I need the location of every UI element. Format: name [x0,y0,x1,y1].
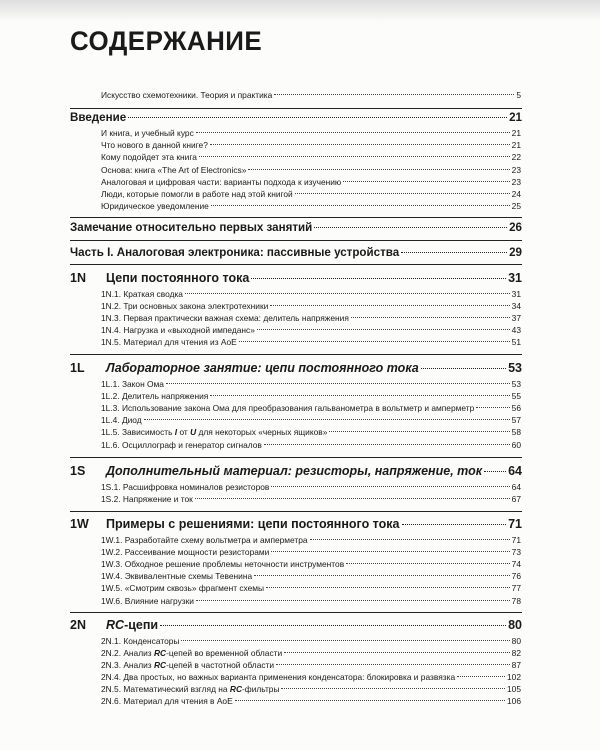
leader-dots [310,539,510,540]
toc-entry[interactable] [101,128,521,139]
leader-dots [295,193,510,194]
leader-dots [271,551,509,552]
leader-dots [251,278,506,279]
entry-page: 21 [511,140,521,150]
entry-page: 31 [511,289,521,299]
divider [70,264,522,265]
toc-entry[interactable] [101,571,521,582]
entry-page: 25 [511,201,521,211]
leader-dots [235,700,505,701]
toc-entry[interactable] [101,313,521,324]
entry-label: 1N.2. Три основных закона электротехники [101,301,269,311]
entry-page: 5 [516,90,521,100]
chapter-heading-2n[interactable] [70,618,522,634]
toc-entry[interactable] [101,547,521,558]
leader-dots [210,144,510,145]
leader-dots [257,329,510,330]
leader-dots [270,305,509,306]
entry-label: 1W.5. «Смотрим сквозь» фрагмент схемы [101,583,265,593]
leader-dots [248,169,509,170]
chapter-number: 1S [70,464,86,478]
leader-dots [211,205,510,206]
section-label: Часть I. Аналоговая электроника: пассивные устройства [70,246,400,259]
chapter-page: 31 [508,271,522,285]
entry-page: 77 [511,583,521,593]
entry-page: 102 [507,672,521,682]
entry-page: 43 [511,325,521,335]
entry-page: 34 [511,301,521,311]
entry-label: 2N.1. Конденсаторы [101,636,180,646]
entry-label: 1N.3. Первая практически важная схема: делитель напряжения [101,313,349,323]
entry-label: 1N.1. Краткая сводка [101,289,183,299]
entry-label: 1S.1. Расшифровка номиналов резисторов [101,482,270,492]
entry-label: 1L.1. Закон Ома [101,379,164,389]
chapter-heading-1n[interactable] [70,271,522,287]
entry-label: 2N.5. Математический взгляд на RC-фильтры [101,684,280,694]
section-page: 29 [509,246,522,259]
entry-page: 105 [507,684,521,694]
divider [70,108,522,109]
entry-page: 74 [511,559,521,569]
entry-page: 23 [511,165,521,175]
leader-dots [351,317,510,318]
entry-page: 24 [511,189,521,199]
leader-dots [274,94,514,95]
toc-entry-preface[interactable] [101,90,521,101]
entry-label: 2N.2. Анализ RC-цепей во временной области [101,648,283,658]
toc-entry[interactable] [101,660,521,671]
entry-label: 1W.3. Обходное решение проблемы неточности инструментов [101,559,345,569]
entry-label: Основа: книга «The Art of Electronics» [101,165,247,175]
entry-page: 106 [507,696,521,706]
leader-dots [166,383,510,384]
toc-entry[interactable] [101,427,521,438]
leader-dots [264,444,510,445]
leader-dots [284,652,510,653]
entry-page: 67 [511,494,521,504]
leader-dots [484,471,506,472]
page-top-edge [0,0,600,22]
entry-label: 1L.6. Осциллограф и генератор сигналов [101,440,262,450]
toc-part-1[interactable] [70,246,522,260]
toc-entry[interactable] [101,672,521,683]
chapter-number: 1N [70,271,86,285]
chapter-label: RC-цепи [106,618,159,632]
leader-dots [195,498,510,499]
chapter-heading-1w[interactable] [70,517,522,533]
entry-label: 1S.2. Напряжение и ток [101,494,193,504]
section-page: 21 [509,111,522,124]
entry-label: Что нового в данной книге? [101,140,208,150]
entry-label: Аналоговая и цифровая части: варианты подхода к изучению [101,177,342,187]
chapter-page: 64 [508,464,522,478]
entry-page: 56 [511,403,521,413]
leader-dots [314,227,507,228]
page-title: СОДЕРЖАНИЕ [70,26,263,56]
chapter-number: 1L [70,361,85,375]
chapter-page: 71 [508,517,522,531]
toc-section-remark[interactable] [70,221,522,235]
leader-dots [346,563,510,564]
section-label: Введение [70,111,127,124]
leader-dots [402,524,507,525]
leader-dots [210,395,509,396]
entry-page: 57 [511,415,521,425]
toc-entry[interactable] [101,152,521,163]
entry-page: 51 [511,337,521,347]
leader-dots [144,419,510,420]
divider [70,511,522,512]
chapter-number: 2N [70,618,86,632]
leader-dots [160,625,506,626]
toc-entry[interactable] [101,696,521,707]
entry-label: 1W.6. Влияние нагрузки [101,596,194,606]
toc-entry[interactable] [101,415,521,426]
entry-page: 23 [511,177,521,187]
entry-page: 37 [511,313,521,323]
leader-dots [271,486,509,487]
leader-dots [457,676,505,677]
divider [70,217,522,218]
entry-page: 64 [511,482,521,492]
leader-dots [239,341,510,342]
toc-entry[interactable] [101,403,521,414]
toc-entry[interactable] [101,325,521,336]
entry-label: 1N.5. Материал для чтения из AoE [101,337,237,347]
entry-page: 55 [511,391,521,401]
section-page: 26 [509,221,522,234]
toc-entry[interactable] [101,596,521,607]
leader-dots [281,688,505,689]
toc-entry[interactable] [101,201,521,212]
toc-entry[interactable] [101,440,521,451]
leader-dots [128,117,507,118]
entry-page: 71 [511,535,521,545]
divider [70,612,522,613]
leader-dots [401,252,507,253]
entry-page: 21 [511,128,521,138]
toc-entry[interactable] [101,559,521,570]
leader-dots [181,640,509,641]
entry-page: 78 [511,596,521,606]
section-label: Замечание относительно первых занятий [70,221,313,234]
entry-page: 60 [511,440,521,450]
chapter-heading-1s[interactable] [70,464,522,480]
entry-label: Юридическое уведомление [101,201,209,211]
toc-entry[interactable] [101,494,521,505]
entry-label: 1L.3. Использование закона Ома для преобразования гальванометра в вольтметр и амперметр [101,403,475,413]
divider [70,354,522,355]
leader-dots [476,407,509,408]
entry-page: 76 [511,571,521,581]
toc-entry[interactable] [101,140,521,151]
entry-label: 1W.4. Эквивалентные схемы Тевенина [101,571,253,581]
entry-label: Искусство схемотехники. Теория и практика [101,90,273,100]
toc-entry[interactable] [101,636,521,647]
entry-page: 58 [511,427,521,437]
leader-dots [329,431,509,432]
chapter-page: 80 [508,618,522,632]
chapter-number: 1W [70,517,89,531]
entry-page: 53 [511,379,521,389]
leader-dots [196,600,510,601]
toc-entry[interactable] [101,289,521,300]
entry-label: 2N.4. Два простых, но важных варианта применения конденсатора: блокировка и развязка [101,672,456,682]
entry-label: 2N.3. Анализ RC-цепей в частотной области [101,660,275,670]
chapter-label: Лабораторное занятие: цепи постоянного тока [106,361,419,375]
entry-label: 1W.2. Рассеивание мощности резисторами [101,547,270,557]
entry-page: 82 [511,648,521,658]
entry-label: Кому подойдет эта книга [101,152,197,162]
leader-dots [185,293,510,294]
entry-label: Люди, которые помогли в работе над этой книгой [101,189,293,199]
divider [70,240,522,241]
entry-page: 73 [511,547,521,557]
chapter-label: Цепи постоянного тока [106,271,250,285]
toc-entry[interactable] [101,684,521,695]
toc-section-intro[interactable] [70,111,522,125]
toc-entry[interactable] [101,583,521,594]
toc-entry[interactable] [101,535,521,546]
toc-entry[interactable] [101,648,521,659]
entry-page: 80 [511,636,521,646]
entry-label: 1W.1. Разработайте схему вольтметра и амперметра [101,535,308,545]
leader-dots [199,156,510,157]
toc-entry[interactable] [101,337,521,348]
entry-label: И книга, и учебный курс [101,128,194,138]
chapter-label: Примеры с решениями: цепи постоянного тока [106,517,400,531]
chapter-heading-1l[interactable] [70,361,522,377]
entry-page: 87 [511,660,521,670]
toc-entry[interactable] [101,301,521,312]
toc-entry[interactable] [101,165,521,176]
entry-label: 1L.5. Зависимость I от U для некоторых «черных ящиков» [101,427,328,437]
entry-label: 1N.4. Нагрузка и «выходной импеданс» [101,325,255,335]
divider [70,457,522,458]
leader-dots [421,368,506,369]
toc-entry[interactable] [101,379,521,390]
toc-entry[interactable] [101,391,521,402]
entry-label: 1L.4. Диод [101,415,142,425]
entry-page: 22 [511,152,521,162]
toc-entry[interactable] [101,482,521,493]
leader-dots [266,587,510,588]
chapter-label: Дополнительный материал: резисторы, напряжение, ток [106,464,483,478]
leader-dots [343,181,509,182]
chapter-page: 53 [508,361,522,375]
entry-label: 2N.6. Материал для чтения в AoE [101,696,233,706]
toc-entry[interactable] [101,177,521,188]
leader-dots [276,664,510,665]
toc-entry[interactable] [101,189,521,200]
leader-dots [254,575,510,576]
entry-label: 1L.2. Делитель напряжения [101,391,209,401]
leader-dots [196,132,510,133]
